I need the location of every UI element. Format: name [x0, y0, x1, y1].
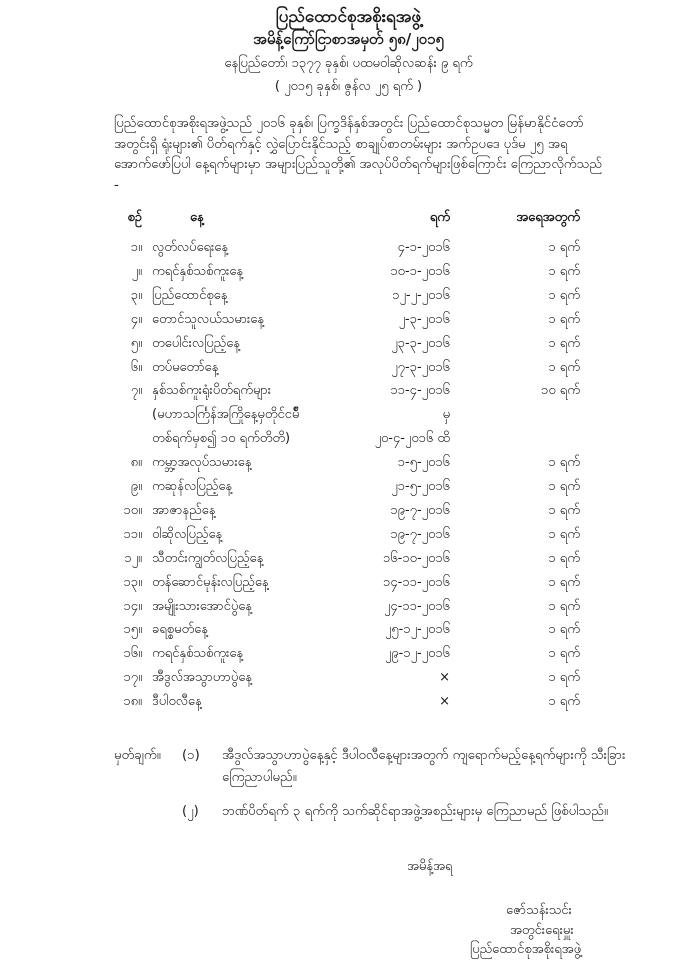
holiday-name: ကဆုန်လပြည့်နေ့ [152, 479, 233, 494]
holiday-date: ၂၄-၁၁-၂၀၁၆ [383, 599, 450, 614]
holiday-days: ၁ ရက် [548, 264, 580, 279]
row-number: ၁၇။ [123, 670, 142, 685]
notes-label: မှတ်ချက်။ [114, 748, 161, 763]
header-name: နေ့ [190, 210, 204, 225]
holiday-date: × [439, 694, 450, 709]
row-number: ၁၄။ [123, 599, 142, 614]
holiday-name: အာဇာနည်နေ့ [152, 503, 216, 518]
holiday-date: ၄-၁-၂၀၁၆ [397, 240, 450, 255]
holiday-name: ခရစ္စမတ်နေ့ [152, 622, 208, 637]
holiday-date: ၂၇-၃-၂၀၁၆ [391, 360, 450, 375]
holiday-days: ၁ ရက် [548, 455, 580, 470]
holiday-date: ၂၅-၁၂-၂၀၁၆ [384, 622, 450, 637]
holiday-name: တစ်ရက်မှစ၍ ၁၀ ရက်တိတိ) [152, 431, 291, 446]
header-date: ရက် [429, 210, 450, 225]
holiday-days: ၁၀ ရက် [541, 383, 580, 398]
holiday-date: ၁၂-၂-၂၀၁၆ [392, 288, 450, 303]
holiday-days: ၁ ရက် [548, 694, 580, 709]
holiday-days: ၁ ရက် [548, 479, 580, 494]
row-number: ၁။ [130, 240, 142, 255]
holiday-name: တန်ဆောင်မုန်းလပြည့်နေ့ [152, 575, 269, 590]
place-date: နေပြည်တော်၊ ၁၃၇၇ ခုနှစ်၊ ပထမဝါဆိုလဆန်း ၉ ရက် [224, 56, 473, 71]
holiday-days: ၁ ရက် [548, 312, 580, 327]
holiday-days: ၁ ရက် [548, 527, 580, 542]
holiday-name: ကရင်နှစ်သစ်ကူးနေ့ [152, 264, 244, 279]
row-number: ၈။ [130, 455, 142, 470]
row-number: ၂။ [131, 264, 142, 279]
row-number: ၁၈။ [123, 694, 142, 709]
holiday-name: ကရင်နှစ်သစ်ကူးနေ့ [152, 646, 244, 661]
intro-paragraph: ပြည်ထောင်စုအစိုးရအဖွဲ့သည် ၂၀၁၆ ခုနှစ်၊ ပြက္ခဒိန်နှစ်အတွင်း ပြည်ထောင်စုသမ္မတ မြန်မာနိုင်ငံတော်အတွင်းရှိ ရုံးများ၏ ပိတ်ရက်နှင့် လွှဲပြောင်းနိုင်သည့် စာချုပ်စာတမ်းများ အက်ဥပဒေ ပုဒ်မ ၂၅ အရ အောက်ဖော်ပြပါ နေ့ရက်များမှာ အများပြည်သူတို့၏ အလုပ်ပိတ်ရက်များဖြစ်ကြောင်း ကြေညာလိုက်သည် - [114, 116, 603, 193]
holiday-date: ၁၄-၁၁-၂၀၁၆ [383, 575, 450, 590]
row-number: ၅။ [130, 336, 142, 351]
holiday-days: ၁ ရက် [548, 551, 580, 566]
row-number: ၄။ [130, 312, 142, 327]
by-order: အမိန့်အရ [407, 859, 453, 874]
row-number: ၁၀။ [123, 503, 142, 518]
holiday-name: ကမ္ဘာ့အလုပ်သမားနေ့ [152, 455, 252, 470]
note-1-line-2: ကြေညာပါမည်။ [222, 770, 297, 785]
holiday-days: ၁ ရက် [548, 575, 580, 590]
gregorian-date: ( ၂၀၁၅ ခုနှစ်၊ ဇွန်လ ၂၅ ရက် ) [274, 79, 423, 94]
holiday-name: လွတ်လပ်ရေးနေ့ [152, 240, 229, 255]
row-number: ၁၂။ [124, 551, 142, 566]
holiday-name: (မဟာသင်္ကြန်အကြိုနေ့မှတိုင်ငမ်ိဳ [152, 407, 300, 422]
holiday-days: ၁ ရက် [548, 599, 580, 614]
holiday-days: ၁ ရက် [548, 503, 580, 518]
signatory-title: အတွင်းရေးမှူး [510, 923, 574, 938]
holiday-name: အီဒွလ်အသွာဟာပွဲနေ့ [152, 670, 253, 685]
holiday-name: ဒီပါဝလီနေ့ [152, 694, 202, 709]
holiday-days: ၁ ရက် [548, 360, 580, 375]
notice-number: အမိန့်ကြော်ငြာစာအမှတ် ၅၈/၂၀၁၅ [253, 30, 444, 48]
holiday-days: ၁ ရက် [548, 240, 580, 255]
row-number: ၁၅။ [123, 622, 142, 637]
holiday-date: မှ [442, 407, 450, 422]
holiday-date: ၁၉-၇-၂၀၁၆ [390, 527, 450, 542]
holiday-date: ၂၀-၄-၂၀၁၆ ထိ [374, 431, 450, 446]
holiday-date: ၂၁-၅-၂၀၁၆ [391, 479, 450, 494]
holiday-name: တောင်သူလယ်သမားနေ့ [152, 312, 265, 327]
note-2-number: (၂) [182, 804, 199, 819]
row-number: ၉။ [130, 479, 142, 494]
holiday-date: ၂၃-၃-၂၀၁၆ [391, 336, 450, 351]
holiday-days: ၁ ရက် [548, 336, 580, 351]
row-number: ၆။ [130, 360, 142, 375]
holiday-name: သီတင်းကျွတ်လပြည့်နေ့ [152, 551, 264, 566]
note-1-number: (၁) [182, 748, 200, 763]
holiday-date: × [439, 670, 450, 685]
row-number: ၁၃။ [123, 575, 142, 590]
holiday-date: ၁၁-၄-၂၀၁၆ [390, 383, 450, 398]
holiday-date: ၁၀-၁-၂၀၁၆ [390, 264, 450, 279]
header-no: စဉ် [127, 210, 142, 225]
holiday-name: အမျိုးသားအောင်ပွဲနေ့ [152, 599, 253, 614]
holiday-date: ၂-၃-၂၀၁၆ [398, 312, 450, 327]
holiday-date: ၂၉-၁၂-၂၀၁၆ [384, 646, 450, 661]
note-2-text: ဘဏ်ပိတ်ရက် ၃ ရက်ကို သက်ဆိုင်ရာအဖွဲ့အစည်းများမှ ကြေညာမည် ဖြစ်ပါသည်။ [222, 804, 608, 819]
holiday-name: တပေါင်းလပြည့်နေ့ [152, 336, 241, 351]
document-org-title: ပြည်ထောင်စုအစိုးရအဖွဲ့ [275, 7, 422, 27]
signatory-name: ဇော်သန်းသင်း [506, 903, 572, 918]
holiday-name: တပ်မတော်နေ့ [152, 360, 219, 375]
holiday-date: ၁၉-၇-၂၀၁၆ [390, 503, 450, 518]
holiday-name: ဝါဆိုလပြည့်နေ့ [152, 527, 223, 542]
holiday-date: ၁-၅-၂၀၁၆ [397, 455, 450, 470]
holiday-name: ပြည်ထောင်စုနေ့ [152, 288, 228, 303]
note-1-line-1: အီဒွလ်အသွာဟာပွဲနေ့နှင့် ဒီပါဝလီနေ့များအတွက် ကျရောက်မည့်နေ့ရက်များကို သီးခြား [222, 748, 626, 763]
holiday-days: ၁ ရက် [548, 646, 580, 661]
holiday-days: ၁ ရက် [548, 622, 580, 637]
signatory-org: ပြည်ထောင်စုအစိုးရအဖွဲ့ [470, 942, 582, 957]
holiday-days: ၁ ရက် [548, 670, 580, 685]
row-number: ၁၁။ [123, 527, 142, 542]
row-number: ၃။ [130, 288, 142, 303]
holiday-date: ၁၆-၁၀-၂၀၁၆ [383, 551, 450, 566]
holiday-name: နှစ်သစ်ကူးရုံးပိတ်ရက်များ [152, 383, 272, 398]
holiday-days: ၁ ရက် [548, 288, 580, 303]
row-number: ၁၆။ [123, 646, 142, 661]
row-number: ၇။ [130, 383, 142, 398]
header-days: အရေအတွက် [516, 210, 580, 225]
